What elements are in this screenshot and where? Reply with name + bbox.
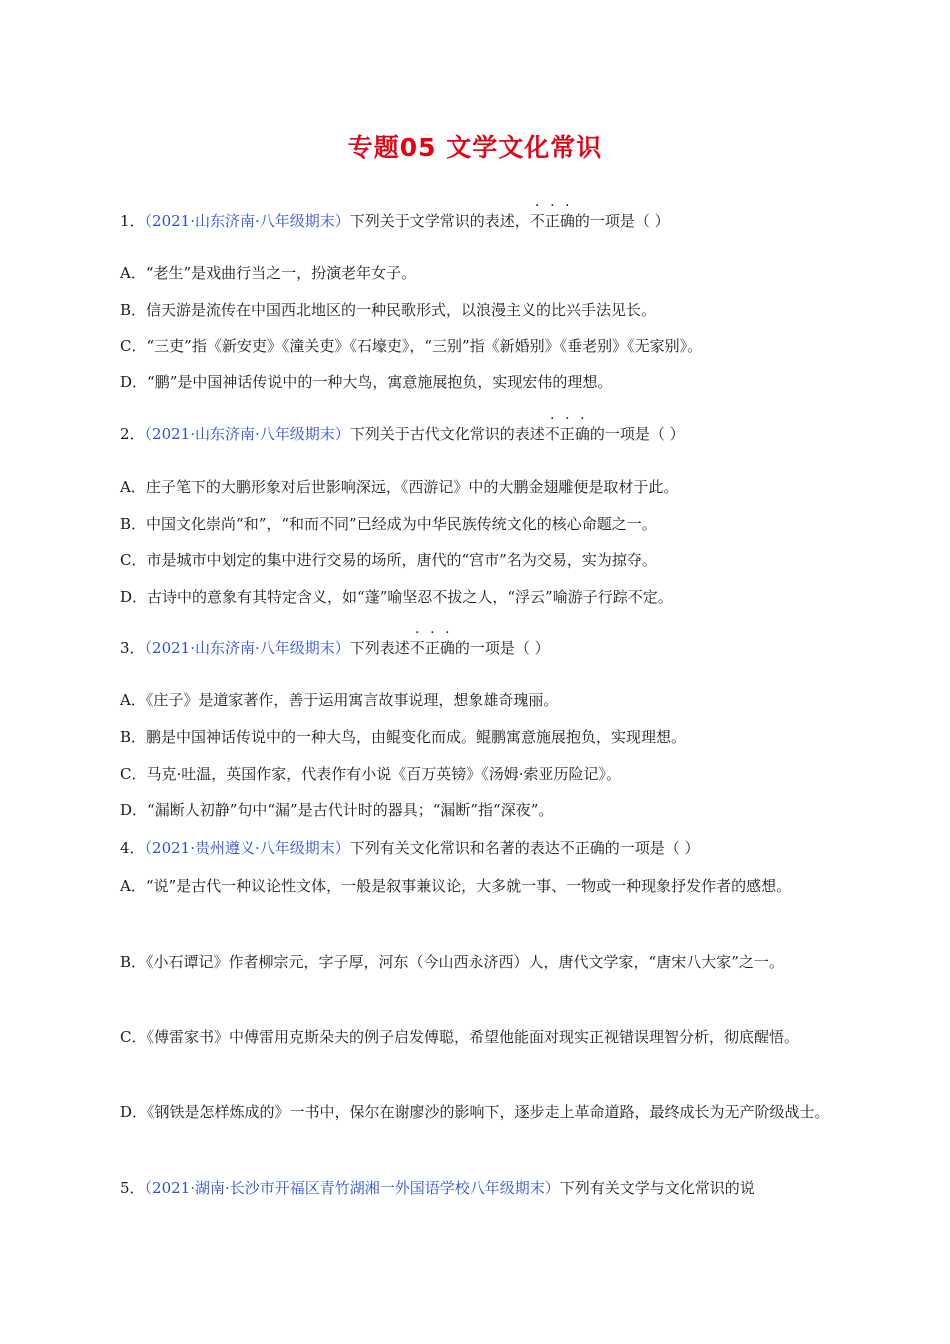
question-text: 下列表述 [349,639,410,657]
emphasis-char: 确 [439,639,455,657]
option-a: A．庄子笔下的大鹏形象对后世影响深远，《西游记》中的大鹏金翅雕便是取材于此。 [120,478,679,496]
option-d: D．古诗中的意象有其特定含义，如“蓬”喻坚忍不拔之人，“浮云”喻游子行踪不定。 [120,588,673,606]
option-d: D．“漏断人初静”句中“漏”是古代计时的器具；“漏断”指“深夜”。 [120,801,554,819]
option-d: D．“鹏”是中国神话传说中的一种大鸟，寓意施展抱负，实现宏伟的理想。 [120,373,613,391]
emphasis-char: 确 [559,212,575,230]
question-text: 的一项是（ ） [574,212,670,230]
emphasis-char: 正 [544,212,560,230]
question-number: 4． [120,839,145,857]
question-source: （2021·山东济南·八年级期末） [144,639,350,657]
question-source: （2021·山东济南·八年级期末） [144,212,350,230]
question-5-stem [120,1178,755,1198]
question-number: 2． [120,425,145,443]
question-1-stem [120,211,670,231]
emphasis-char: 确 [574,425,590,443]
question-text: 下列关于文学常识的表述， [349,212,530,230]
question-text: 下列有关文化常识和名著的表达不正确的一项是（ ） [349,839,700,857]
question-source: （2021·湖南·长沙市开福区青竹湖湘一外国语学校八年级期末） [144,1179,560,1197]
option-c: C．马克·吐温，英国作家，代表作有小说《百万英镑》《汤姆·索亚历险记》。 [120,765,622,783]
question-text: 的一项是（ ） [454,639,550,657]
option-c: C．《傅雷家书》中傅雷用克斯朵夫的例子启发傅聪，希望他能面对现实正视错误理智分析，彻底醒悟。 [120,1028,799,1046]
question-number: 5． [120,1179,145,1197]
question-3-stem [120,638,550,658]
page-title: 专题05 文学文化常识 [347,133,603,162]
emphasis-char: 不 [409,639,425,657]
question-text: 的一项是（ ） [589,425,685,443]
option-c: C．“三吏”指《新安吏》《潼关吏》《石壕吏》，“三别”指《新婚别》《垂老别》《无家别》。 [120,337,703,355]
question-source: （2021·山东济南·八年级期末） [144,425,350,443]
option-a: A．“老生”是戏曲行当之一，扮演老年女子。 [120,264,417,282]
option-b: B．信天游是流传在中国西北地区的一种民歌形式，以浪漫主义的比兴手法见长。 [120,301,657,319]
option-a: A．《庄子》是道家著作，善于运用寓言故事说理，想象雄奇瑰丽。 [120,691,559,709]
emphasis-char: 正 [559,425,575,443]
option-b: B．中国文化崇尚“和”，“和而不同”已经成为中华民族传统文化的核心命题之一。 [120,515,657,533]
question-source: （2021·贵州遵义·八年级期末） [144,839,350,857]
emphasis-char: 不 [544,425,560,443]
option-b: B．《小石谭记》作者柳宗元，字子厚，河东（今山西永济西）人，唐代文学家，“唐宋八大家”之一。 [120,953,784,971]
question-number: 1． [120,212,145,230]
option-d: D．《钢铁是怎样炼成的》一书中，保尔在谢廖沙的影响下，逐步走上革命道路，最终成长为无产阶级战士。 [120,1103,830,1121]
question-number: 3． [120,639,145,657]
question-text: 下列有关文学与文化常识的说 [559,1179,755,1197]
question-4-stem [120,838,700,858]
option-a: A．“说”是古代一种议论性文体，一般是叙事兼议论，大多就一事、一物或一种现象抒发作者的感想。 [120,877,792,895]
emphasis-char: 正 [424,639,440,657]
question-2-stem [120,424,685,444]
emphasis-char: 不 [529,212,545,230]
question-text: 下列关于古代文化常识的表述 [349,425,545,443]
option-c: C．市是城市中划定的集中进行交易的场所，唐代的“宫市”名为交易，实为掠夺。 [120,551,657,569]
option-b: B．鹏是中国神话传说中的一种大鸟，由鲲变化而成。鲲鹏寓意施展抱负，实现理想。 [120,728,687,746]
